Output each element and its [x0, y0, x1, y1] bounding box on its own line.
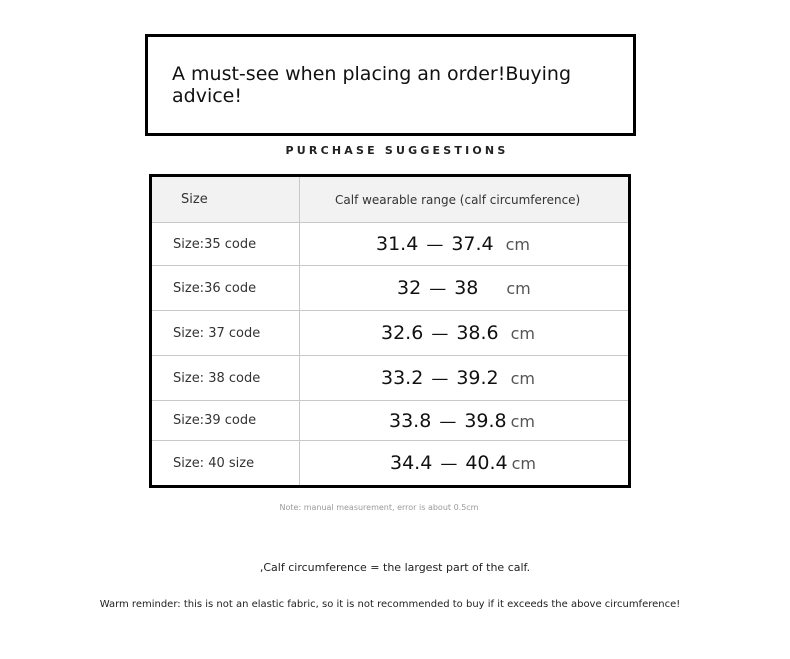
range-min: 32.6 [381, 322, 424, 344]
range-max: 40.4 [465, 452, 508, 474]
range-cell [300, 356, 630, 401]
range-cell [300, 401, 630, 441]
table-row [151, 401, 630, 441]
size-label: Size:35 code [151, 223, 300, 266]
table-row [151, 223, 630, 266]
table-row [151, 311, 630, 356]
range-dash: — [431, 369, 449, 389]
measurement-note: Note: manual measurement, error is about 0.5cm [279, 503, 479, 512]
range-cell [300, 441, 630, 487]
notice-text: A must-see when placing an order!Buying advice! [172, 63, 572, 107]
calf-definition: ,Calf circumference = the largest part of the calf. [259, 561, 531, 574]
range-cell [300, 311, 630, 356]
range-max: 37.4 [451, 233, 494, 255]
range-unit: cm [506, 279, 531, 298]
notice-box [145, 34, 636, 136]
range-unit: cm [510, 369, 536, 388]
range-unit: cm [505, 235, 531, 254]
range-dash: — [429, 279, 447, 299]
range-cell [300, 223, 630, 266]
range-unit: cm [510, 411, 536, 431]
range-max: 39.2 [456, 367, 499, 389]
warm-reminder: Warm reminder: this is not an elastic fabric, so it is not recommended to buy if it exceeds the above circumference! [99, 599, 681, 610]
table-header-row [151, 176, 630, 223]
range-unit: cm [511, 454, 537, 473]
header-size: Size [151, 176, 300, 223]
range-dash: — [426, 235, 444, 255]
range-min: 34.4 [390, 452, 433, 474]
table-row [151, 356, 630, 401]
range-dash: — [431, 324, 449, 344]
size-label: Size: 40 size [151, 441, 300, 487]
size-label: Size:36 code [151, 266, 300, 311]
table-row [151, 266, 630, 311]
range-max: 38 [454, 277, 479, 299]
range-unit: cm [510, 324, 536, 343]
range-dash: — [440, 454, 458, 474]
size-label: Size:39 code [151, 401, 300, 441]
size-label: Size: 38 code [151, 356, 300, 401]
range-min: 33.2 [381, 367, 424, 389]
range-min: 32 [397, 277, 422, 299]
range-cell [300, 266, 630, 311]
range-dash: — [439, 411, 457, 432]
header-range: Calf wearable range (calf circumference) [300, 176, 630, 223]
range-min: 33.8 [389, 409, 432, 432]
table-row [151, 441, 630, 487]
size-label: Size: 37 code [151, 311, 300, 356]
range-max: 38.6 [456, 322, 499, 344]
range-max: 39.8 [464, 409, 507, 432]
range-min: 31.4 [376, 233, 419, 255]
section-title: PURCHASE SUGGESTIONS [285, 144, 509, 157]
size-chart-table [149, 174, 631, 488]
